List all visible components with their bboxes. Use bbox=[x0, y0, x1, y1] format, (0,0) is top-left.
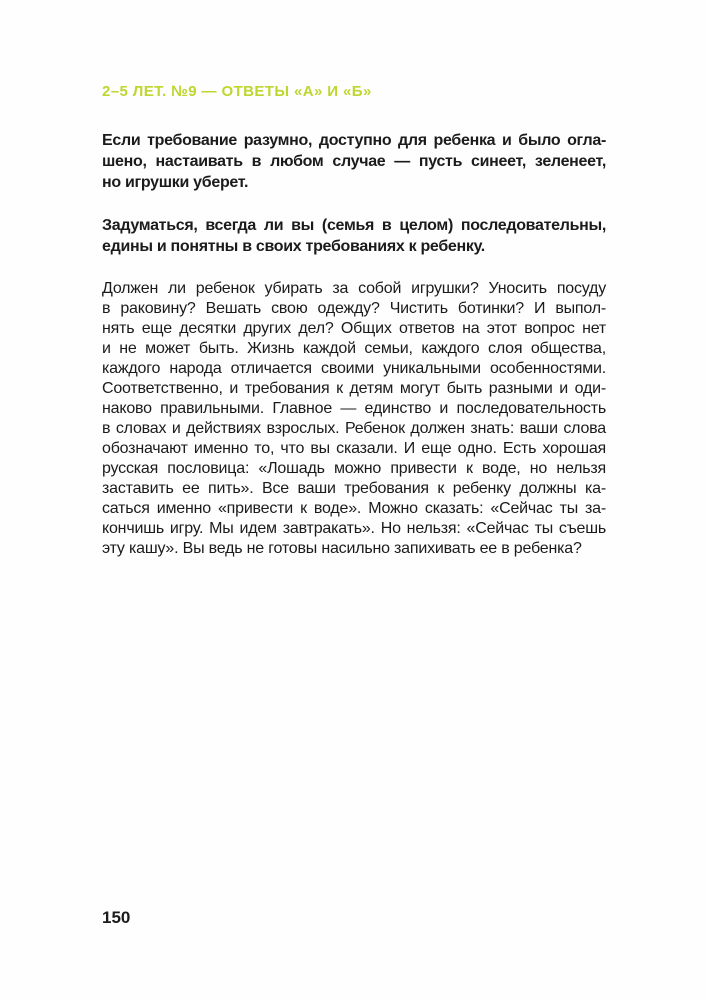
text-line: шено, настаивать в любом случае — пусть синеет, зеленеет, bbox=[102, 153, 606, 170]
text-line: и не может быть. Жизнь каждой семьи, каждого слоя общества, bbox=[102, 340, 606, 357]
text-line: нять еще десятки других дел? Общих ответов на этот вопрос нет bbox=[102, 320, 606, 337]
text-line: саться именно «привести к воде». Можно сказать: «Сейчас ты за- bbox=[102, 500, 606, 517]
text-line: едины и понятны в своих требованиях к ребенку. bbox=[102, 238, 485, 255]
text-line: эту кашу». Вы ведь не готовы насильно запихивать ее в ребенка? bbox=[102, 540, 582, 557]
text-line: обозначают именно то, что вы сказали. И еще одно. Есть хорошая bbox=[102, 440, 606, 457]
text-line: заставить ее пить». Все ваши требования к ребенку должны ка- bbox=[102, 480, 606, 497]
text-line: в раковину? Вешать свою одежду? Чистить ботинки? И выпол- bbox=[102, 300, 606, 317]
text-line: кончишь игру. Мы идем завтракать». Но нельзя: «Сейчас ты съешь bbox=[102, 520, 606, 537]
page-number: 150 bbox=[102, 908, 131, 927]
body-paragraph bbox=[102, 279, 606, 559]
text-line: но игрушки уберет. bbox=[102, 174, 249, 191]
text-line: каждого народа отличается своими уникальными особенностями. bbox=[102, 360, 606, 377]
text-line: Задуматься, всегда ли вы (семья в целом) последовательны, bbox=[102, 217, 606, 234]
bold-paragraph-2 bbox=[102, 215, 606, 257]
text-line: Должен ли ребенок убирать за собой игрушки? Уносить посуду bbox=[102, 280, 606, 297]
text-line: русская пословица: «Лошадь можно привести к воде, но нельзя bbox=[102, 460, 606, 477]
text-line: Если требование разумно, доступно для ребенка и было огла- bbox=[102, 132, 606, 149]
page-content bbox=[102, 82, 606, 559]
text-line: в словах и действиях взрослых. Ребенок должен знать: ваши слова bbox=[102, 420, 606, 437]
text-line: наково правильными. Главное — единство и последовательность bbox=[102, 400, 606, 417]
text-line: Соответственно, и требования к детям могут быть разными и оди- bbox=[102, 380, 606, 397]
chapter-header: 2–5 ЛЕТ. №9 — ОТВЕТЫ «А» И «Б» bbox=[102, 83, 372, 100]
bold-paragraph-1 bbox=[102, 130, 606, 193]
